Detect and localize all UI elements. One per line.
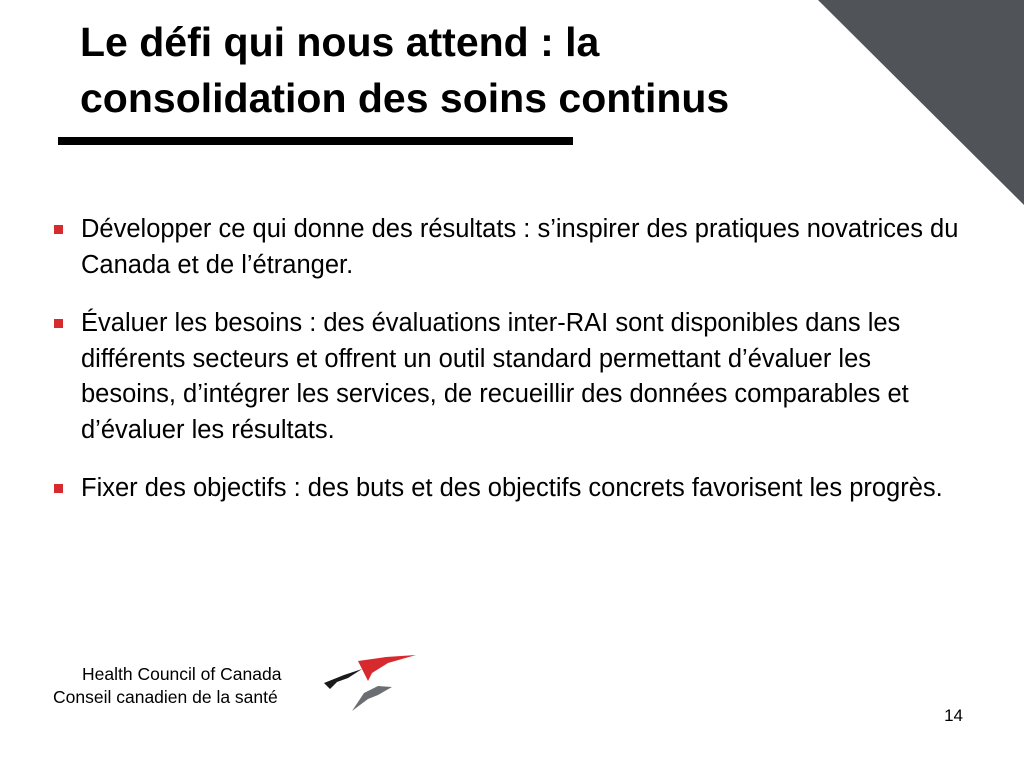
organization-name-fr: Conseil canadien de la santé <box>53 687 278 707</box>
square-bullet-icon <box>54 319 63 328</box>
title-underline <box>58 137 573 145</box>
bullet-item <box>54 471 969 507</box>
bullet-list <box>54 212 969 530</box>
bullet-text: Évaluer les besoins : des évaluations inter-RAI sont disponibles dans les différents secteurs et offrent un outil standard permettant d’évaluer les besoins, d’intégrer les services, de recueillir des données comparables et d’évaluer les résultats. <box>81 309 909 444</box>
organization-name-en: Health Council of Canada <box>82 664 282 684</box>
bullet-text: Fixer des objectifs : des buts et des objectifs concrets favorisent les progrès. <box>81 474 943 502</box>
square-bullet-icon <box>54 225 63 234</box>
bullet-text: Développer ce qui donne des résultats : s’inspirer des pratiques novatrices du Canada et de l’étranger. <box>81 215 959 279</box>
square-bullet-icon <box>54 484 63 493</box>
organization-name <box>53 663 281 709</box>
bullet-item <box>54 306 969 448</box>
slide-title: Le défi qui nous attend : la consolidation des soins continus <box>80 19 730 121</box>
page-number: 14 <box>944 706 963 725</box>
birds-logo-icon <box>322 653 418 711</box>
corner-decoration <box>818 0 1024 205</box>
bullet-item <box>54 212 969 283</box>
